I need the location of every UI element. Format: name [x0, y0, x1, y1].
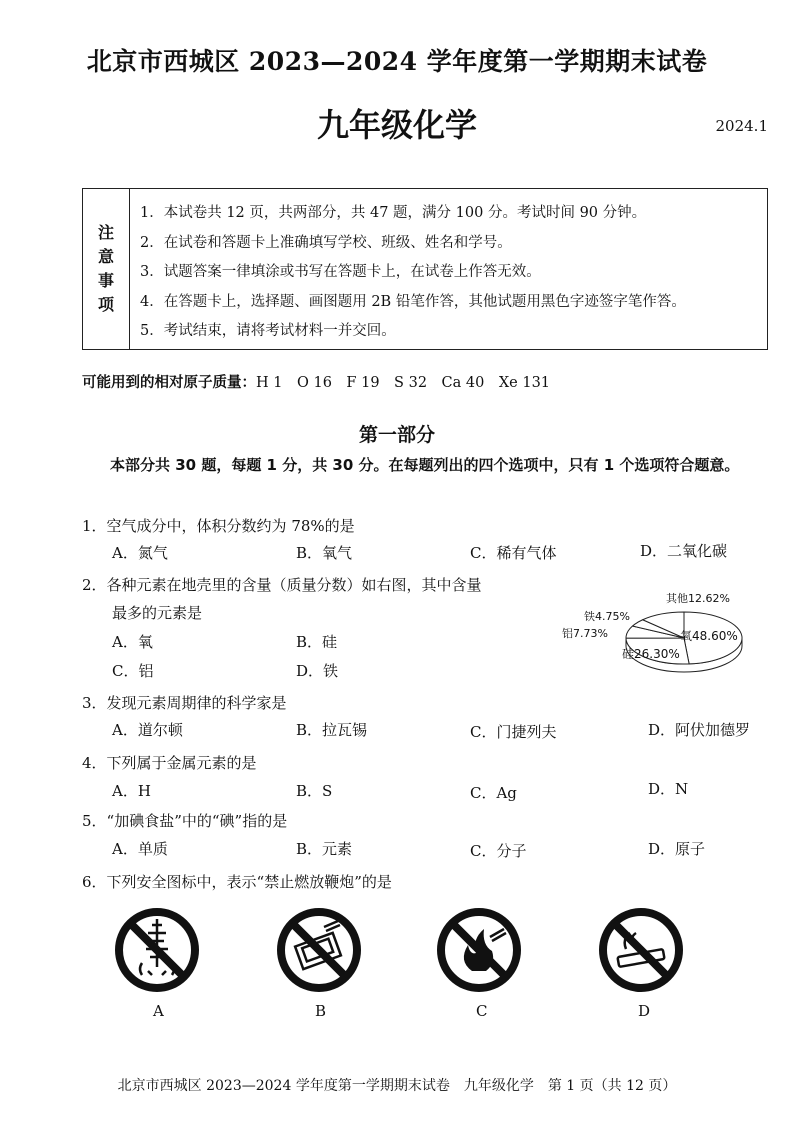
q1-option-d: D．二氧化碳: [640, 542, 728, 560]
q1-option-b: B．氧气: [296, 544, 353, 562]
q3-option-d: D．阿伏加德罗: [648, 721, 751, 739]
q4-option-b: B．S: [296, 782, 333, 800]
q1-option-c: C．稀有气体: [470, 544, 557, 562]
crust-element-pie-chart: [554, 582, 754, 682]
q2-option-c: C．铝: [112, 662, 154, 680]
pie-label-other: 其他12.62%: [666, 592, 730, 605]
no-open-flame-matches-sign-icon: [274, 905, 364, 995]
notice-item: 2．在试卷和答题卡上准确填写学校、班级、姓名和学号。: [140, 234, 512, 251]
q5-option-c: C．分子: [470, 842, 527, 860]
q3-option-a: A．道尔顿: [112, 721, 183, 739]
no-fire-sign-icon: [434, 905, 524, 995]
exam-title: 北京市西城区 2023—2024 学年度第一学期期末试卷: [86, 47, 708, 76]
question-4-stem: 4．下列属于金属元素的是: [82, 754, 257, 772]
q3-option-c: C．门捷列夫: [470, 723, 557, 741]
q5-option-b: B．元素: [296, 840, 353, 858]
question-1-stem: 1．空气成分中，体积分数约为 78%的是: [82, 517, 355, 535]
pie-label-iron: 铁4.75%: [584, 610, 630, 623]
q4-option-c: C．Ag: [470, 784, 517, 802]
notice-items: [130, 189, 767, 349]
q5-option-a: A．单质: [112, 840, 168, 858]
part-title: 第一部分: [358, 424, 435, 446]
page-footer: 北京市西城区 2023—2024 学年度第一学期期末试卷 九年级化学 第 1 页（共 12 页）: [117, 1078, 677, 1094]
question-6-stem: 6．下列安全图标中，表示“禁止燃放鞭炮”的是: [82, 873, 392, 891]
q2-option-b: B．硅: [296, 633, 338, 651]
q3-option-b: B．拉瓦锡: [296, 721, 368, 739]
exam-date: 2024.1: [715, 117, 768, 135]
part-intro: 本部分共 30 题，每题 1 分，共 30 分。在每题列出的四个选项中，只有 1 个选项符合题意。: [110, 456, 740, 474]
atomic-mass-label: 可能用到的相对原子质量：: [82, 375, 256, 391]
q5-option-d: D．原子: [648, 840, 706, 858]
notice-box: [82, 188, 768, 350]
question-5-stem: 5．“加碘食盐”中的“碘”指的是: [82, 812, 288, 830]
subject-title: 九年级化学: [316, 106, 477, 144]
notice-item: 1．本试卷共 12 页，共两部分，共 47 题，满分 100 分。考试时间 90 分钟。: [140, 205, 647, 221]
question-3-stem: 3．发现元素周期律的科学家是: [82, 694, 287, 712]
q4-option-d: D．N: [648, 780, 689, 798]
q2-option-a: A．氧: [112, 633, 153, 651]
pie-label-aluminium: 铝7.73%: [562, 627, 608, 640]
notice-item: 3．试题答案一律填涂或书写在答题卡上，在试卷上作答无效。: [140, 264, 541, 280]
no-smoking-sign-icon: [596, 905, 686, 995]
q2-option-d: D．铁: [296, 662, 339, 680]
notice-label: 注 意 事 项: [83, 189, 130, 349]
question-2-stem: 2．各种元素在地壳里的含量（质量分数）如右图，其中含量: [82, 576, 482, 594]
notice-item: 4．在答题卡上，选择题、画图题用 2B 铅笔作答，其他试题用黑色字迹签字笔作答。: [140, 293, 686, 310]
no-fireworks-sign-icon: [112, 905, 202, 995]
pie-label-silicon: 硅26.30%: [622, 647, 680, 661]
atomic-mass-values: H 1 O 16 F 19 S 32 Ca 40 Xe 131: [256, 375, 551, 391]
sign-label-c: C: [476, 1002, 488, 1020]
sign-label-a: A: [153, 1002, 164, 1020]
notice-item: 5．考试结束，请将考试材料一并交回。: [140, 323, 396, 339]
atomic-mass-line: [82, 371, 550, 392]
q4-option-a: A．H: [112, 782, 151, 800]
question-2-stem-cont: 最多的元素是: [112, 604, 203, 622]
q1-option-a: A．氮气: [112, 544, 168, 562]
sign-label-b: B: [315, 1002, 327, 1020]
sign-label-d: D: [638, 1002, 651, 1020]
pie-label-oxygen: 氧48.60%: [680, 629, 738, 643]
